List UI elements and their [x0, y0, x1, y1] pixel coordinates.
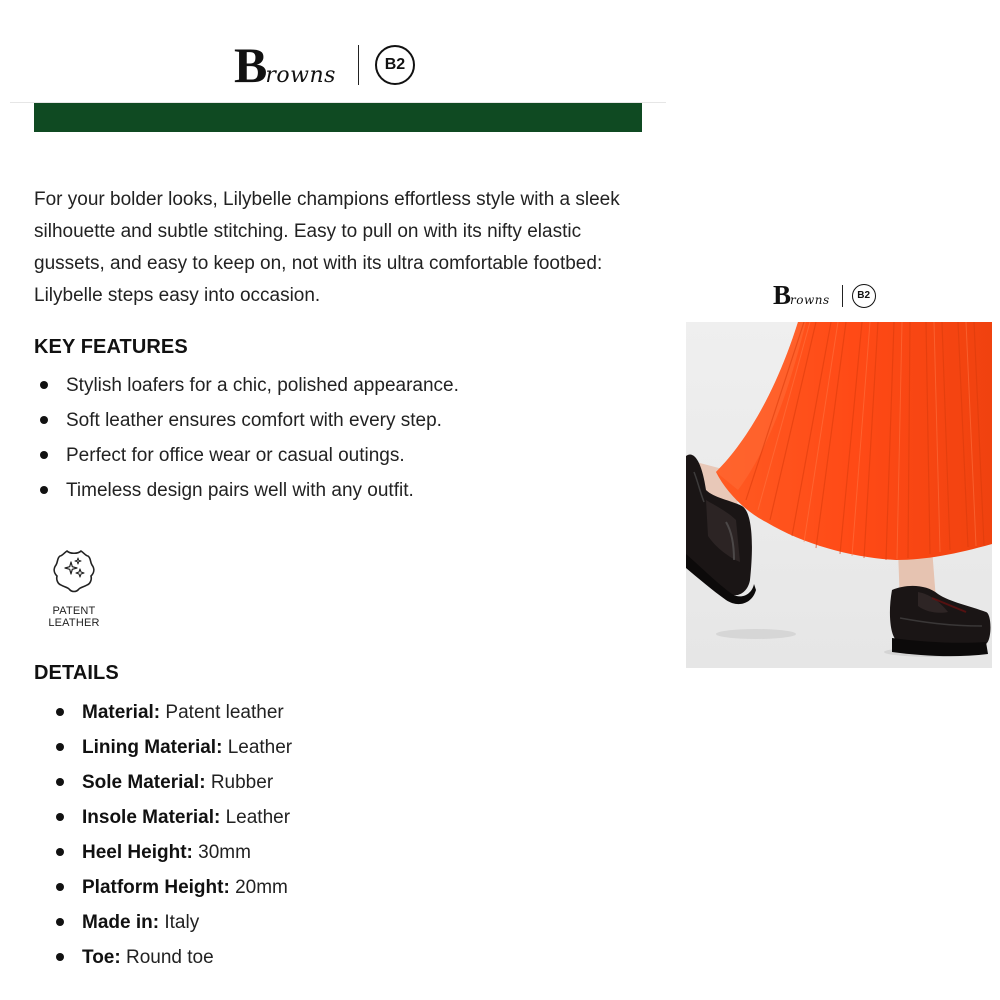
detail-item-platform-height [54, 870, 292, 905]
detail-value: 20mm [235, 877, 288, 898]
browns-wordmark [773, 282, 830, 309]
detail-label: Toe: [82, 947, 121, 968]
product-illustration [686, 322, 992, 668]
detail-item-material [54, 695, 292, 730]
wordmark-rest: rowns [790, 293, 830, 307]
detail-label: Material: [82, 702, 161, 723]
detail-value: 30mm [198, 842, 251, 863]
detail-label: Lining Material: [82, 737, 223, 758]
b2-logo: B2 [852, 284, 876, 308]
key-features-heading: KEY FEATURES [34, 336, 188, 358]
brand-logo-small [773, 282, 876, 309]
feature-item: Stylish loafers for a chic, polished appearance. [34, 368, 459, 403]
logo-divider [842, 285, 843, 307]
wordmark-initial: B [773, 280, 792, 310]
detail-value: Leather [225, 807, 291, 828]
detail-value: Leather [227, 737, 293, 758]
detail-item-sole [54, 765, 292, 800]
details-list [54, 695, 292, 975]
leather-hide-icon [51, 547, 97, 593]
product-description: For your bolder looks, Lilybelle champions effortless style with a sleek silhouette and subtle stitching. Easy to pull on with its nifty elastic gussets, and easy to keep on, not with its ultra comfortable footbed: Lilybelle steps easy into occasion. [34, 189, 620, 306]
key-features-list [34, 368, 459, 508]
brand-logo[interactable] [234, 37, 415, 93]
detail-item-insole [54, 800, 292, 835]
feature-item: Timeless design pairs well with any outfit. [34, 473, 459, 508]
wordmark-rest: rowns [265, 63, 336, 88]
detail-label: Made in: [82, 912, 160, 933]
green-banner [34, 103, 642, 132]
browns-wordmark [234, 37, 336, 93]
detail-item-heel-height [54, 835, 292, 870]
wordmark-initial: B [234, 37, 268, 93]
detail-value: Round toe [125, 947, 214, 968]
detail-label: Heel Height: [82, 842, 193, 863]
detail-value: Italy [164, 912, 200, 933]
detail-label: Sole Material: [82, 772, 206, 793]
badge-label-line2: LEATHER [48, 617, 100, 629]
detail-value: Patent leather [165, 702, 284, 723]
details-heading: DETAILS [34, 662, 119, 684]
feature-item: Perfect for office wear or casual outings. [34, 438, 459, 473]
product-photo [686, 322, 992, 668]
detail-item-lining [54, 730, 292, 765]
detail-label: Insole Material: [82, 807, 221, 828]
detail-label: Platform Height: [82, 877, 230, 898]
badge-label-line1: PATENT [52, 605, 96, 617]
feature-item: Soft leather ensures comfort with every step. [34, 403, 459, 438]
b2-logo: B2 [375, 45, 415, 85]
detail-value: Rubber [210, 772, 274, 793]
detail-item-made-in [54, 905, 292, 940]
detail-item-toe [54, 940, 292, 975]
logo-divider [358, 45, 359, 85]
patent-leather-badge [42, 547, 106, 629]
